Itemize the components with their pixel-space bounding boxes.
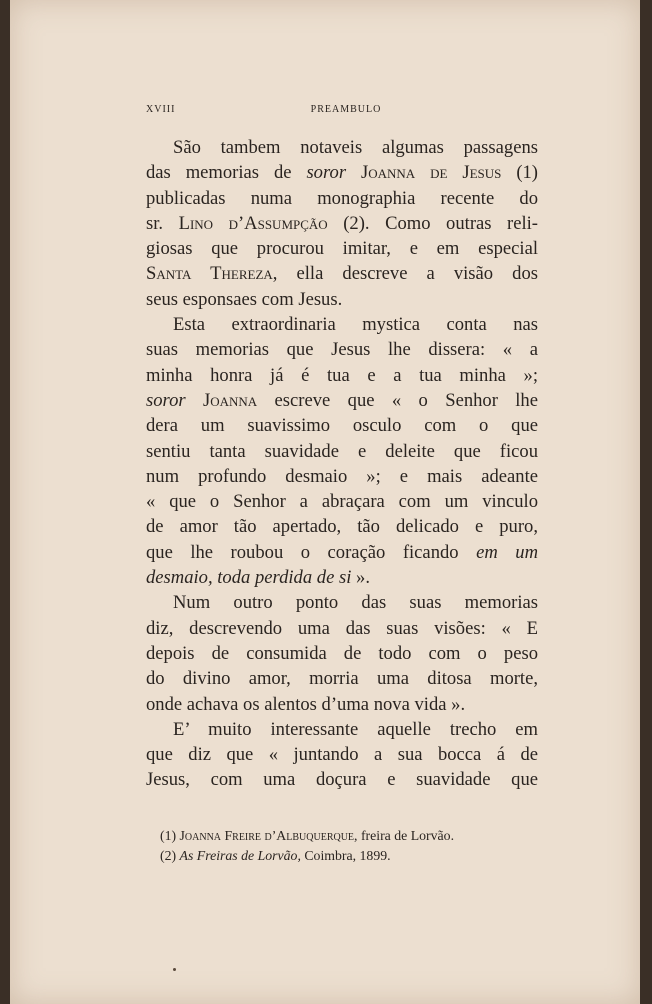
text-line [146, 514, 538, 539]
text-line [146, 186, 538, 211]
text-run: , ella descreve a visão dos [272, 263, 538, 285]
italic-run: soror [146, 389, 186, 411]
italic-run: em um [476, 541, 538, 563]
text-line [146, 489, 538, 514]
text-run: do divino amor, morria uma ditosa morte, [146, 668, 538, 690]
text-line [146, 767, 538, 792]
text-line [146, 742, 538, 767]
small-caps-run: Lino d’Assumpção [178, 212, 328, 234]
text-line [146, 312, 538, 337]
text-run: suas memorias que Jesus lhe dissera: « a [146, 339, 538, 361]
small-caps-run: Joanna Freire d’Albuquerque [179, 828, 355, 843]
footnote [160, 846, 540, 866]
text-run: E’ muito interessante aquelle trecho em [173, 718, 538, 740]
text-run: das memorias de [146, 162, 307, 184]
italic-run: soror [306, 162, 347, 184]
text-run: minha honra já é tua e a tua minha »; [146, 364, 538, 386]
text-line [146, 439, 538, 464]
text-run: Num outro ponto das suas memorias [173, 592, 538, 614]
text-run: (2) [160, 848, 180, 863]
text-line [146, 388, 538, 413]
text-run: giosas que procurou imitar, e em especial [146, 238, 538, 260]
text-line [146, 337, 538, 362]
text-run: publicadas numa monographia recente do [146, 187, 538, 209]
text-run [346, 162, 361, 183]
text-line [146, 464, 538, 489]
text-run: Coimbra, 1899. [300, 848, 391, 863]
text-run: , freira de Lorvão. [354, 828, 455, 843]
text-run: ». [351, 567, 370, 589]
text-run: diz, descrevendo uma das suas visões: « E [146, 617, 538, 639]
paragraph [146, 717, 538, 793]
text-line [146, 287, 538, 312]
text-line [146, 135, 538, 160]
small-caps-run: Joanna [203, 389, 258, 411]
page-number: XVIII [146, 104, 176, 115]
text-line [146, 590, 538, 615]
text-run: sr. [146, 212, 179, 234]
text-run: que lhe roubou o coração ficando [146, 541, 477, 563]
text-line [146, 160, 538, 185]
text-line [146, 666, 538, 691]
page-header [146, 104, 546, 118]
paragraph [146, 590, 538, 716]
text-run: de amor tão apertado, tão delicado e puro, [146, 516, 538, 538]
italic-run: desmaio, toda perdida de si [146, 567, 352, 589]
text-run: num profundo desmaio »; e mais adeante [146, 465, 538, 487]
text-run: que diz que « juntando a sua bocca á de [146, 744, 538, 766]
small-caps-run: Santa Thereza [146, 263, 273, 285]
text-run: escreve que « o Senhor lhe [257, 389, 538, 411]
text-line [146, 717, 538, 742]
text-line [146, 692, 538, 717]
text-run: sentiu tanta suavidade e deleite que ficou [146, 440, 538, 462]
page-body [146, 135, 538, 793]
text-run: Jesus, com uma doçura e suavidade que [146, 769, 538, 791]
text-run: « que o Senhor a abraçara com um vinculo [146, 491, 538, 513]
text-line [146, 236, 538, 261]
text-line [146, 363, 538, 388]
text-run: Esta extraordinaria mystica conta nas [173, 314, 538, 336]
text-line [146, 261, 538, 286]
text-run: dera um suavissimo osculo com o que [146, 415, 538, 437]
paragraph [146, 312, 538, 590]
text-run: (1) [160, 828, 180, 843]
text-run: seus esponsaes com Jesus. [146, 288, 343, 310]
paragraph [146, 135, 538, 312]
text-line [146, 641, 538, 666]
text-line [146, 540, 538, 565]
text-line [146, 211, 538, 236]
book-page [10, 0, 640, 1004]
text-run: depois de consumida de todo com o peso [146, 642, 538, 664]
footnotes [160, 826, 540, 866]
italic-run: As Freiras de Lorvão, [179, 848, 301, 863]
text-run: São tambem notaveis algumas passagens [173, 137, 538, 158]
text-line [146, 413, 538, 438]
running-title: PREAMBULO [310, 104, 382, 115]
text-run: (1) [501, 162, 538, 184]
text-run: onde achava os alentos d’uma nova vida ». [146, 693, 466, 715]
text-line [146, 616, 538, 641]
small-caps-run: Joanna de Jesus [361, 162, 502, 184]
text-line [146, 565, 538, 590]
ink-speck [173, 968, 176, 971]
text-run: (2). Como outras reli- [327, 212, 538, 234]
footnote [160, 826, 540, 846]
text-run [186, 390, 203, 411]
